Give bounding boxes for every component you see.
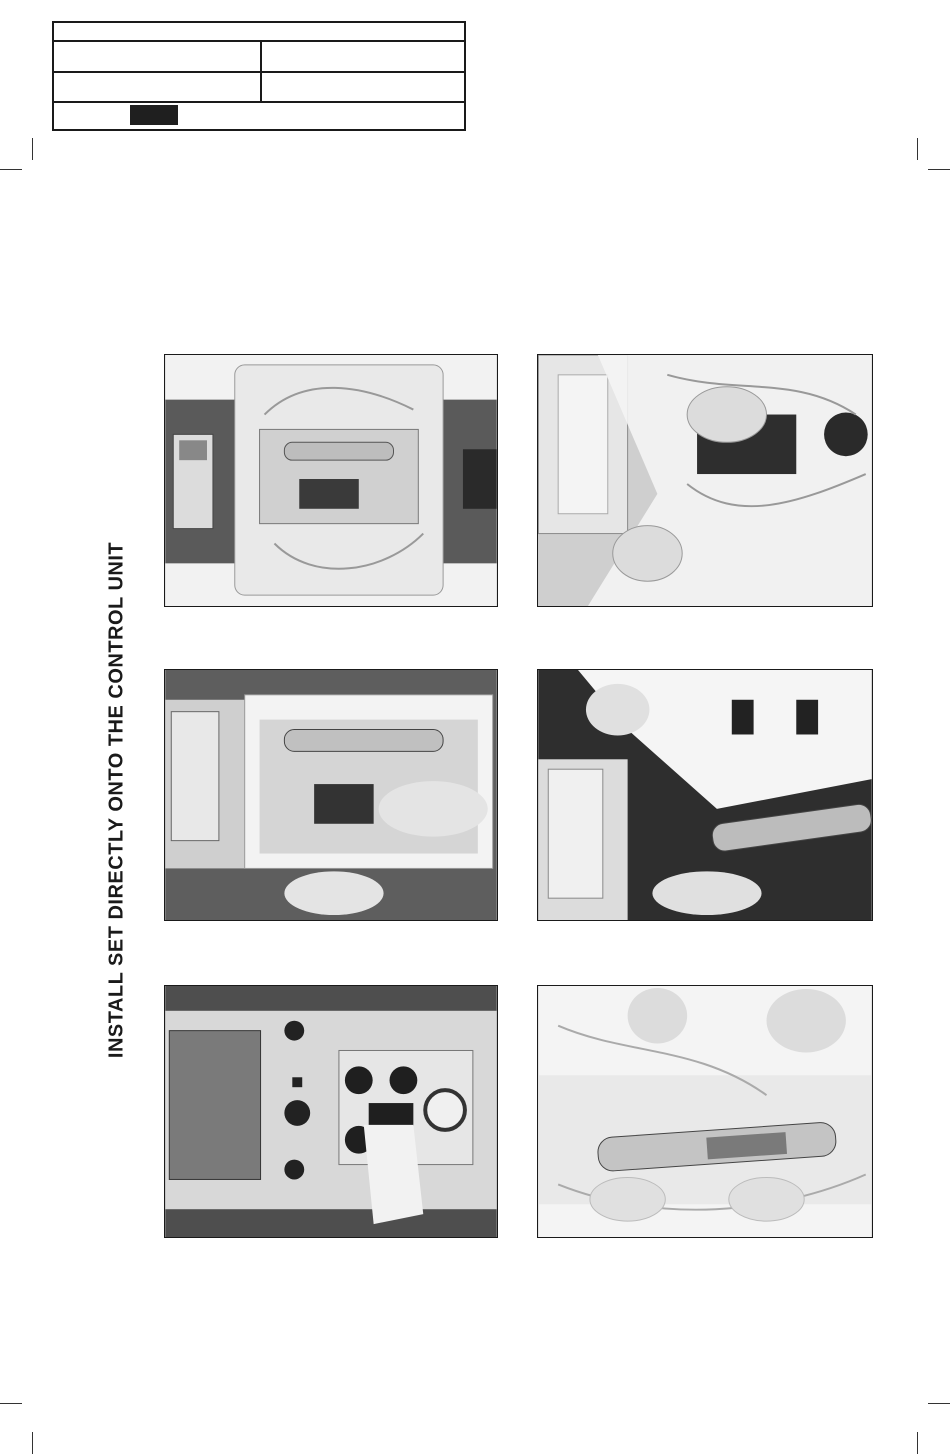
crop-mark <box>32 138 33 160</box>
section-title: INSTALL SET DIRECTLY ONTO THE CONTROL UNIT <box>105 541 128 1059</box>
photo-handle-set <box>537 985 873 1238</box>
form-col-divider <box>260 40 262 101</box>
form-black-block <box>130 105 178 125</box>
photo-setup-placed <box>164 354 498 607</box>
crop-mark <box>928 1403 950 1404</box>
crop-mark <box>0 169 22 170</box>
photo-control-unit <box>164 985 498 1238</box>
photo-1-illustration <box>165 355 497 606</box>
photo-3-illustration <box>165 670 497 920</box>
photo-peel-cover <box>537 354 873 607</box>
photo-6-illustration <box>538 986 872 1237</box>
crop-mark <box>32 1432 33 1454</box>
crop-mark <box>0 1403 22 1404</box>
photo-2-illustration <box>538 355 872 606</box>
photo-press-set <box>164 669 498 921</box>
crop-mark <box>928 169 950 170</box>
form-row-divider <box>54 101 464 103</box>
crop-mark <box>917 138 918 160</box>
section-title-wrap <box>102 505 132 1095</box>
form-row-divider <box>54 71 464 73</box>
form-row-divider <box>54 40 464 42</box>
photo-4-illustration <box>538 670 872 920</box>
photo-5-illustration <box>165 986 497 1237</box>
photo-align-cartridge <box>537 669 873 921</box>
header-form-box <box>52 21 466 131</box>
crop-mark <box>917 1432 918 1454</box>
